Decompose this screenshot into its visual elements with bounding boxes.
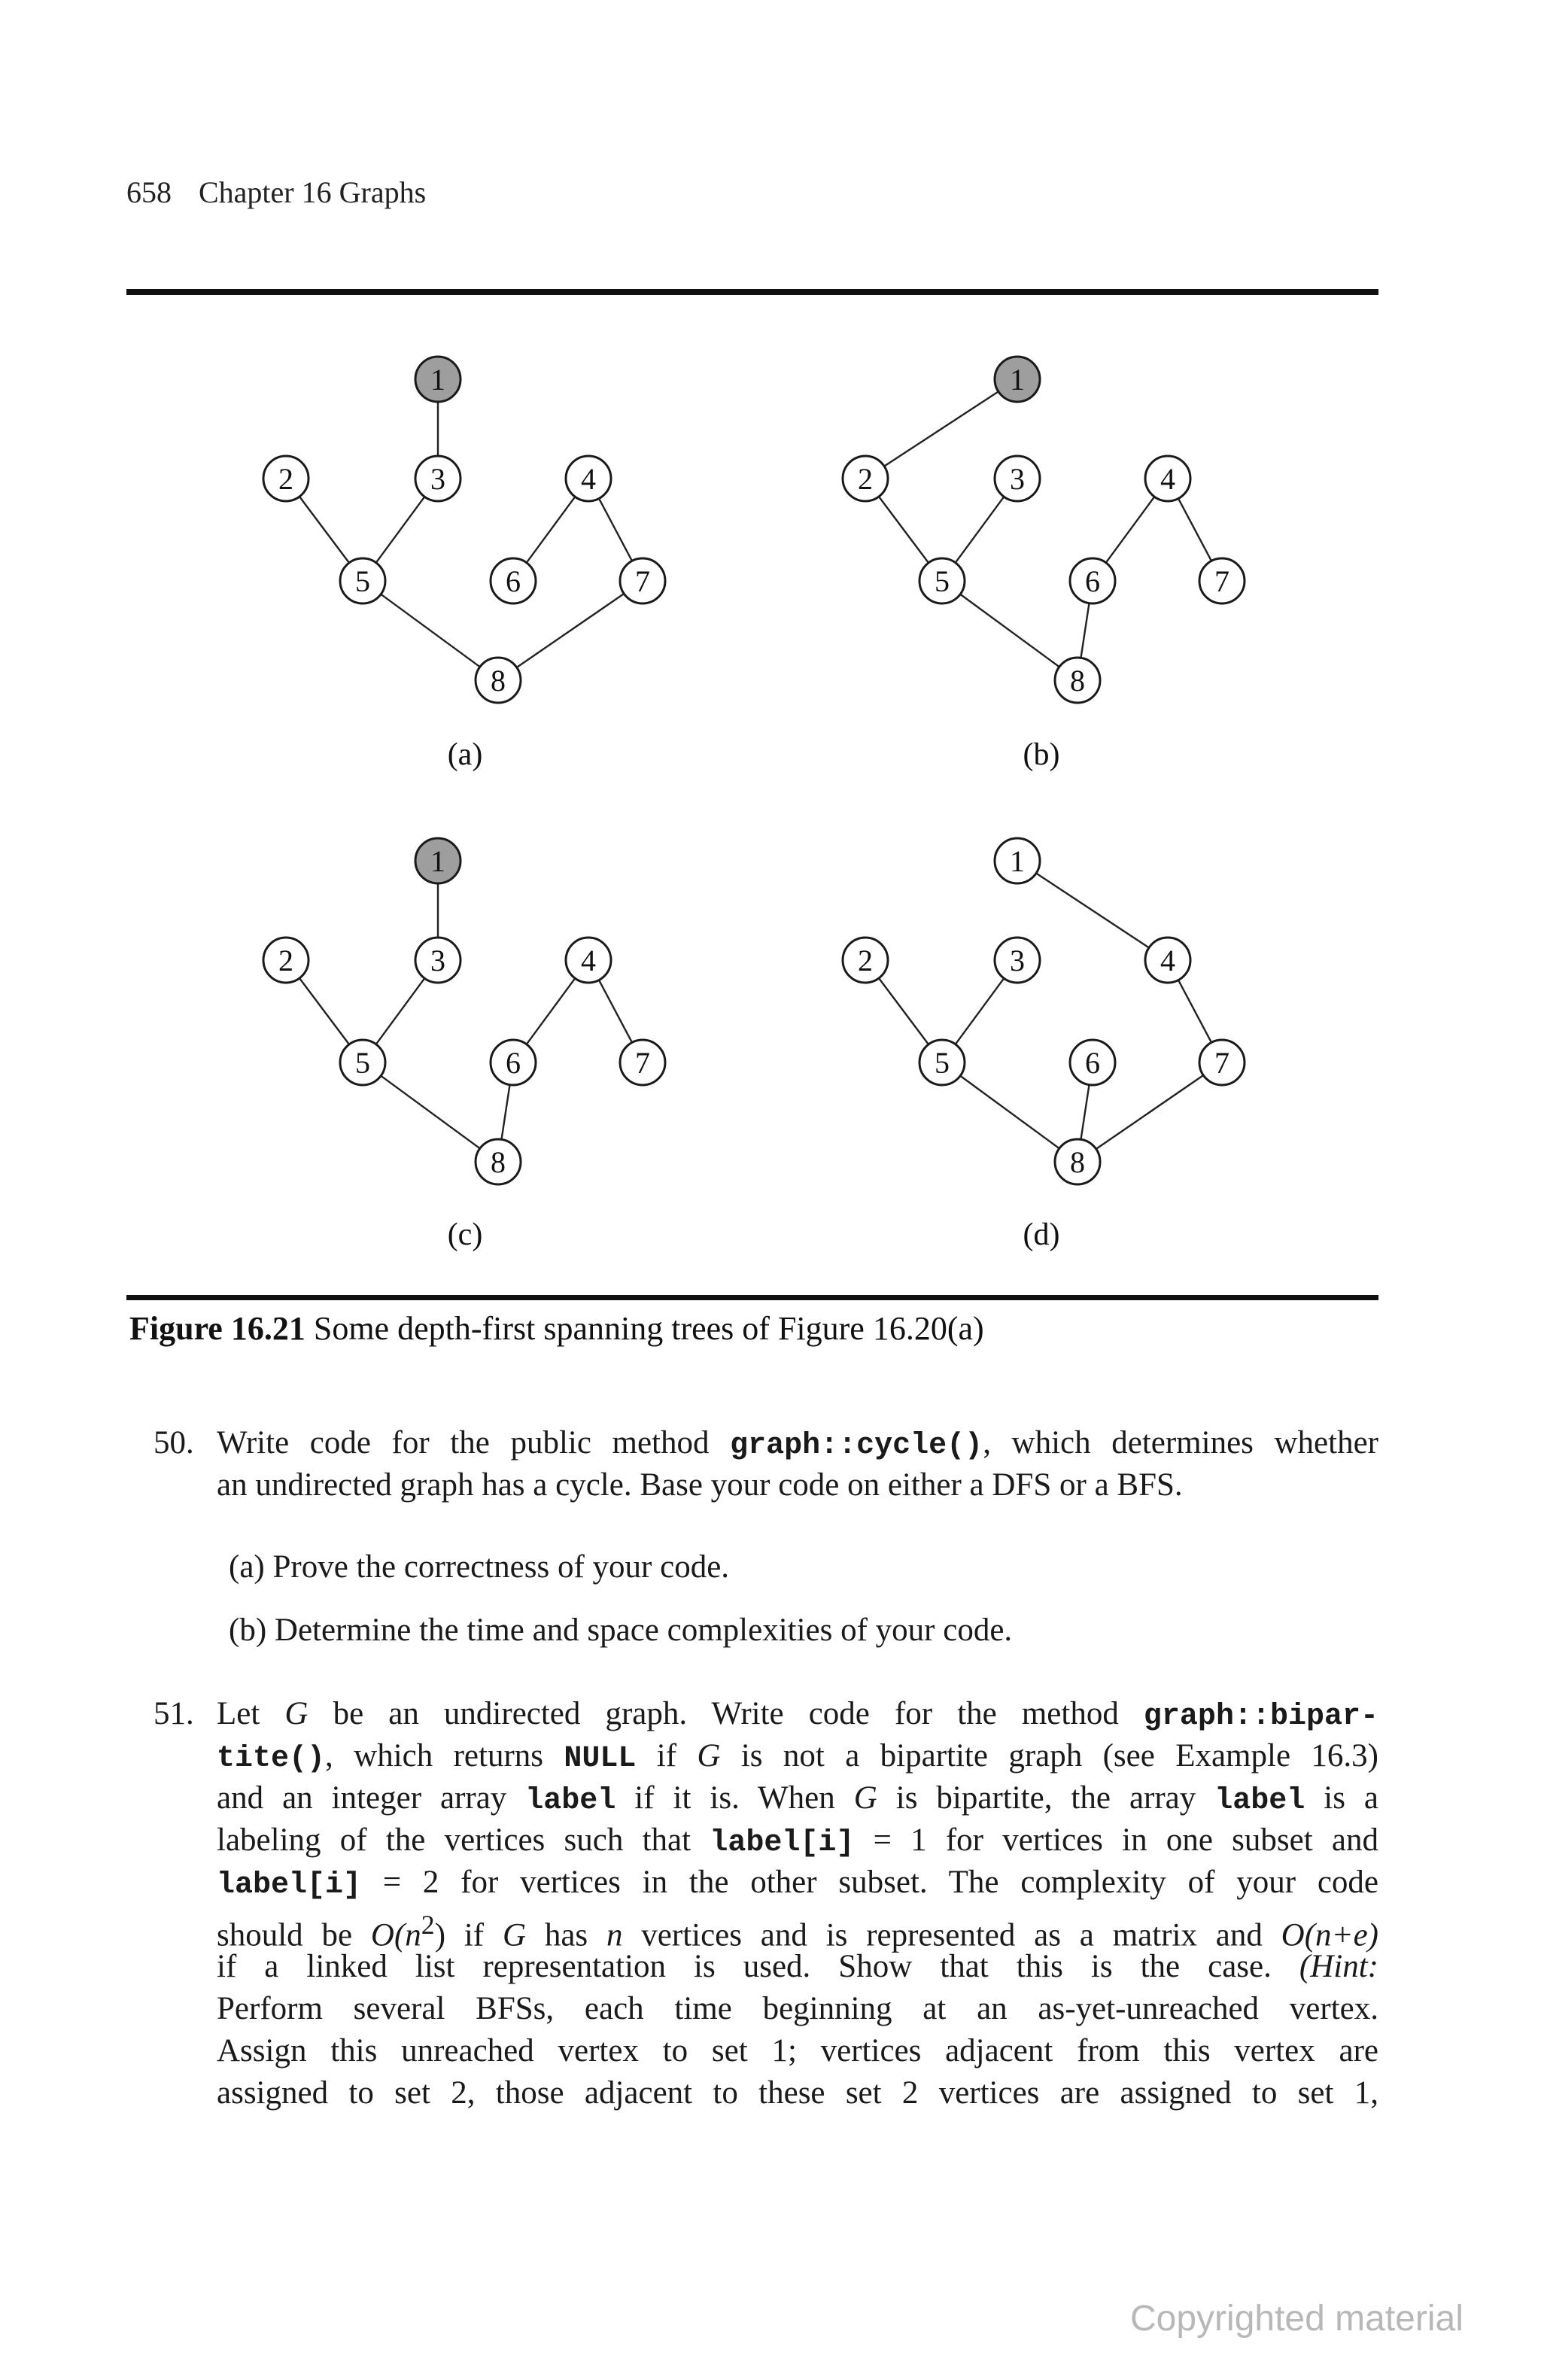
vertex-label: 1 [1010, 844, 1025, 878]
tree-panel [843, 838, 1245, 1252]
chapter-title: Chapter 16 Graphs [199, 175, 427, 209]
watermark: Copyrighted material [1130, 2299, 1463, 2339]
tree-edge [1036, 874, 1149, 948]
vertex-label: 5 [935, 1046, 950, 1080]
tree-edge [527, 497, 575, 563]
problem-50-part-b: (b) Determine the time and space complexities of your code. [229, 1613, 1013, 1648]
vertex-label: 2 [278, 944, 293, 977]
problem-line: Assign this unreached vertex to set 1; vertices adjacent from this vertex are [217, 2033, 1378, 2068]
caption-text: Some depth-first spanning trees of Figure 16.20(a) [305, 1310, 984, 1347]
tree-edge [884, 391, 998, 466]
vertex-label: 4 [1160, 462, 1175, 496]
problem-line: labeling of the vertices such that label[i] = 1 for vertices in one subset and [217, 1822, 1378, 1860]
problem-line: label[i] = 2 for vertices in the other subset. The complexity of your code [217, 1865, 1378, 1902]
vertex-label: 3 [1010, 462, 1025, 496]
problem-line: Perform several BFSs, each time beginning at an as-yet-unreached vertex. [217, 1991, 1378, 2026]
vertex-label: 8 [491, 664, 506, 698]
vertex-label: 8 [1070, 664, 1085, 698]
method-code: graph::cycle() [730, 1429, 983, 1463]
problem-line: if a linked list representation is used. Show that this is the case. (Hint: [217, 1949, 1378, 1984]
tree-edge [299, 497, 349, 563]
vertex-label: 3 [1010, 944, 1025, 977]
vertex-label: 4 [1160, 944, 1175, 977]
problem-line: should be $O(n^2)$ if G has n vertices and is represented as a matrix and O(n+e) [217, 1910, 1378, 1953]
tree-edge [599, 980, 632, 1043]
tree-edge [599, 499, 632, 561]
tree-edge [381, 594, 480, 667]
tree-edge [381, 1076, 480, 1149]
tree-edge [960, 1076, 1059, 1149]
vertex-label: 3 [430, 462, 445, 496]
vertex-label: 6 [1085, 1046, 1100, 1080]
vertex-label: 1 [1010, 363, 1025, 397]
vertex-label: 6 [506, 564, 521, 598]
vertex-label: 4 [581, 944, 596, 977]
problem-line: tite(), which returns NULL if G is not a bipartite graph (see Example 16.3) [217, 1738, 1378, 1776]
tree-edge [376, 497, 424, 563]
tree-edge [501, 1085, 509, 1140]
problem-line: Let G be an undirected graph. Write code for the method graph::bipar- [217, 1696, 1378, 1734]
panel-label: (a) [447, 737, 483, 772]
vertex-label: 1 [430, 844, 445, 878]
vertex-label: 4 [581, 462, 596, 496]
problem-line: and an integer array label if it is. When G is bipartite, the array label is a [217, 1780, 1378, 1818]
vertex-label: 5 [355, 564, 370, 598]
tree-edge [1081, 603, 1089, 658]
tree-edge [1096, 1075, 1204, 1149]
vertex-label: 7 [1214, 1046, 1229, 1080]
vertex-label: 3 [430, 944, 445, 977]
problem-line: Write code for the public method graph::cycle(), which determines whether [217, 1425, 1378, 1463]
tree-edge [879, 978, 929, 1044]
page-number: 658 [126, 175, 172, 209]
tree-edge [1081, 1085, 1089, 1140]
panel-label: (d) [1023, 1217, 1060, 1252]
vertex-label: 1 [430, 363, 445, 397]
vertex-label: 5 [935, 564, 950, 598]
panel-label: (c) [447, 1217, 483, 1252]
tree-edge [1106, 497, 1154, 563]
vertex-label: 8 [1070, 1145, 1085, 1179]
problem-51 [153, 1693, 1378, 2129]
tree-edge [1178, 980, 1211, 1043]
tree-edge [1178, 499, 1211, 561]
vertex-label: 8 [491, 1145, 506, 1179]
problem-line: an undirected graph has a cycle. Base your code on either a DFS or a BFS. [217, 1467, 1183, 1503]
tree-edge [879, 497, 929, 563]
problem-50 [153, 1422, 1378, 1512]
vertex-label: 7 [635, 564, 650, 598]
tree-panel [263, 357, 665, 772]
problem-number: 51. [153, 1696, 194, 1731]
tree-edge [299, 978, 349, 1044]
tree-edge [956, 978, 1004, 1044]
figure-bottom-rule [126, 1295, 1378, 1300]
problem-number: 50. [153, 1425, 194, 1461]
vertex-label: 2 [858, 944, 873, 977]
tree-edge [960, 594, 1059, 667]
vertex-label: 5 [355, 1046, 370, 1080]
vertex-label: 2 [858, 462, 873, 496]
tree-edge [376, 978, 424, 1044]
vertex-label: 7 [635, 1046, 650, 1080]
tree-edge [517, 594, 625, 667]
tree-edge [956, 497, 1004, 563]
tree-panel [843, 357, 1245, 772]
tree-edge [527, 978, 575, 1044]
vertex-label: 7 [1214, 564, 1229, 598]
problem-line: assigned to set 2, those adjacent to these set 2 vertices are assigned to set 1, [217, 2075, 1378, 2111]
vertex-label: 6 [1085, 564, 1100, 598]
vertex-label: 6 [506, 1046, 521, 1080]
figure-caption [129, 1309, 984, 1348]
tree-panel [263, 838, 665, 1252]
caption-label: Figure 16.21 [129, 1310, 305, 1347]
problem-50-part-a: (a) Prove the correctness of your code. [229, 1549, 730, 1585]
panel-label: (b) [1023, 737, 1060, 772]
vertex-label: 2 [278, 462, 293, 496]
